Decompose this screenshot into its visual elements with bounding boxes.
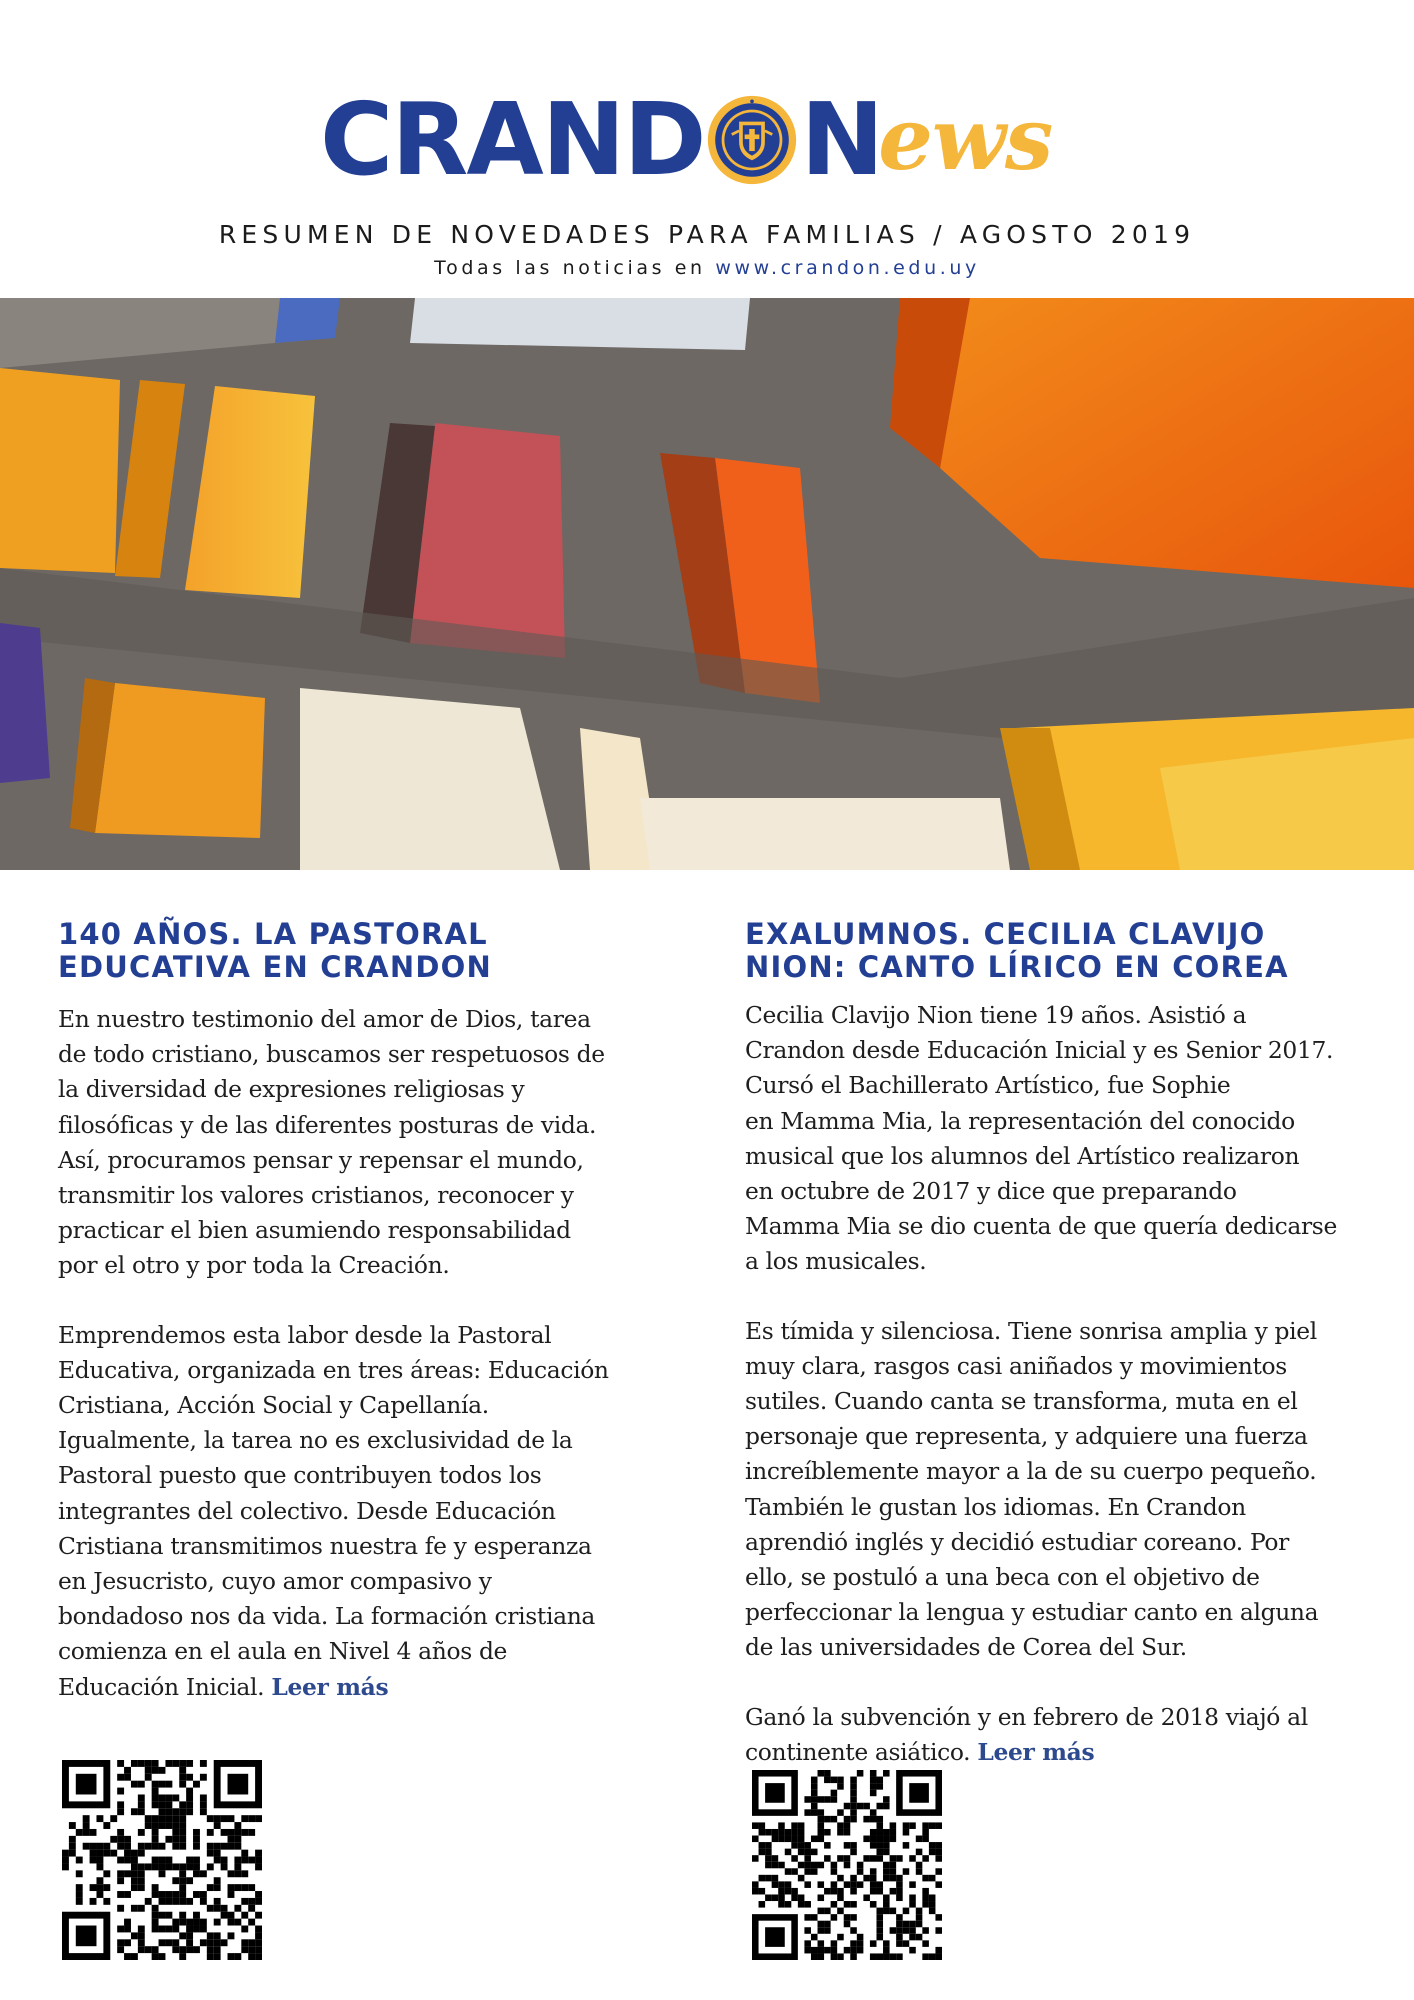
logo-text-crand: CRAND — [320, 81, 705, 198]
text-line: EXALUMNOS. CECILIA CLAVIJO — [745, 917, 1266, 951]
text-line: También le gustan los idiomas. En Crandon — [745, 1492, 1246, 1521]
text-line: muy clara, rasgos casi aniñados y movimientos — [745, 1351, 1287, 1380]
text-line: NION: CANTO LÍRICO EN COREA — [745, 950, 1289, 984]
article-cecilia-clavijo — [745, 918, 1375, 1804]
article-paragraph — [745, 998, 1375, 1280]
stained-glass-hero-image — [0, 298, 1414, 870]
text-line: personaje que representa, y adquiere una fuerza — [745, 1422, 1308, 1451]
article-title — [745, 918, 1375, 984]
text-line: aprendió inglés y decidió estudiar coreano. Por — [745, 1527, 1289, 1556]
tagline-text: Todas las noticias en — [434, 257, 716, 279]
article-paragraph — [745, 1700, 1375, 1770]
text-line: en Mamma Mia, la representación del conocido — [745, 1106, 1295, 1135]
logo-text-news: ews — [878, 89, 1053, 190]
text-line: a los musicales. — [745, 1247, 927, 1276]
logo-text-n: N — [800, 81, 883, 198]
text-line: perfeccionar la lengua y estudiar canto en alguna — [745, 1598, 1319, 1627]
text-line: Cristiana, Acción Social y Capellanía. — [58, 1391, 489, 1420]
article-title — [58, 918, 688, 984]
text-line: Igualmente, la tarea no es exclusividad de la — [58, 1426, 573, 1455]
text-line: en octubre de 2017 y dice que preparando — [745, 1177, 1237, 1206]
text-line: increíblemente mayor a la de su cuerpo pequeño. — [745, 1457, 1317, 1486]
text-line: bondadoso nos da vida. La formación cristiana — [58, 1602, 596, 1631]
text-line: 140 AÑOS. LA PASTORAL — [58, 917, 488, 951]
website-link[interactable]: www.crandon.edu.uy — [715, 257, 980, 279]
text-line: comienza en el aula en Nivel 4 años de — [58, 1637, 508, 1666]
text-line: de las universidades de Corea del Sur. — [745, 1633, 1187, 1662]
text-line: Cecilia Clavijo Nion tiene 19 años. Asistió a — [745, 1001, 1247, 1029]
text-line: Educación Inicial. Leer más — [58, 1672, 389, 1701]
read-more-link[interactable]: Leer más — [977, 1737, 1095, 1766]
text-line: EDUCATIVA EN CRANDON — [58, 950, 492, 984]
article-paragraph — [58, 1002, 688, 1284]
text-line: Pastoral puesto que contribuyen todos los — [58, 1461, 542, 1490]
text-line: Cursó el Bachillerato Artístico, fue Sophie — [745, 1071, 1231, 1100]
text-line: sutiles. Cuando canta se transforma, muta en el — [745, 1387, 1298, 1416]
text-line: transmitir los valores cristianos, reconocer y — [58, 1181, 574, 1210]
text-line: Es tímida y silenciosa. Tiene sonrisa amplia y piel — [745, 1316, 1317, 1345]
text-line: de todo cristiano, buscamos ser respetuosos de — [58, 1040, 605, 1069]
article-paragraph — [58, 1318, 688, 1705]
newsletter-subtitle: RESUMEN DE NOVEDADES PARA FAMILIAS / AGOSTO 2019 — [218, 220, 1196, 249]
text-line: Ganó la subvención y en febrero de 2018 viajó al — [745, 1702, 1308, 1731]
crandon-news-logo — [320, 70, 1053, 198]
text-line: la diversidad de expresiones religiosas y — [58, 1075, 525, 1104]
text-line: en Jesucristo, cuyo amor compasivo y — [58, 1567, 492, 1596]
text-line: Emprendemos esta labor desde la Pastoral — [58, 1320, 552, 1349]
text-line: Cristiana transmitimos nuestra fe y esperanza — [58, 1531, 592, 1560]
newsletter-tagline — [0, 257, 1414, 279]
text-line: Así, procuramos pensar y repensar el mundo, — [58, 1145, 584, 1174]
text-line: filosóficas y de las diferentes posturas de vida. — [58, 1110, 597, 1139]
text-line: En nuestro testimonio del amor de Dios, tarea — [58, 1005, 591, 1033]
masthead — [0, 70, 1414, 198]
text-line: musical que los alumnos del Artístico realizaron — [745, 1141, 1300, 1170]
article-pastoral — [58, 918, 688, 1739]
article-paragraph — [745, 1314, 1375, 1666]
text-line: por el otro y por toda la Creación. — [58, 1251, 450, 1280]
qr-code-icon[interactable] — [752, 1770, 942, 1960]
crandon-seal-icon — [706, 94, 798, 186]
text-line: Educativa, organizada en tres áreas: Educación — [58, 1355, 609, 1384]
text-line: practicar el bien asumiendo responsabilidad — [58, 1216, 571, 1245]
text-line: ello, se postuló a una beca con el objetivo de — [745, 1563, 1260, 1592]
read-more-link[interactable]: Leer más — [271, 1672, 389, 1701]
text-line: Mamma Mia se dio cuenta de que quería dedicarse — [745, 1212, 1337, 1241]
text-line: continente asiático. Leer más — [745, 1737, 1095, 1766]
qr-code-icon[interactable] — [62, 1760, 262, 1960]
text-line: Crandon desde Educación Inicial y es Senior 2017. — [745, 1036, 1334, 1065]
text-line: integrantes del colectivo. Desde Educación — [58, 1496, 556, 1525]
